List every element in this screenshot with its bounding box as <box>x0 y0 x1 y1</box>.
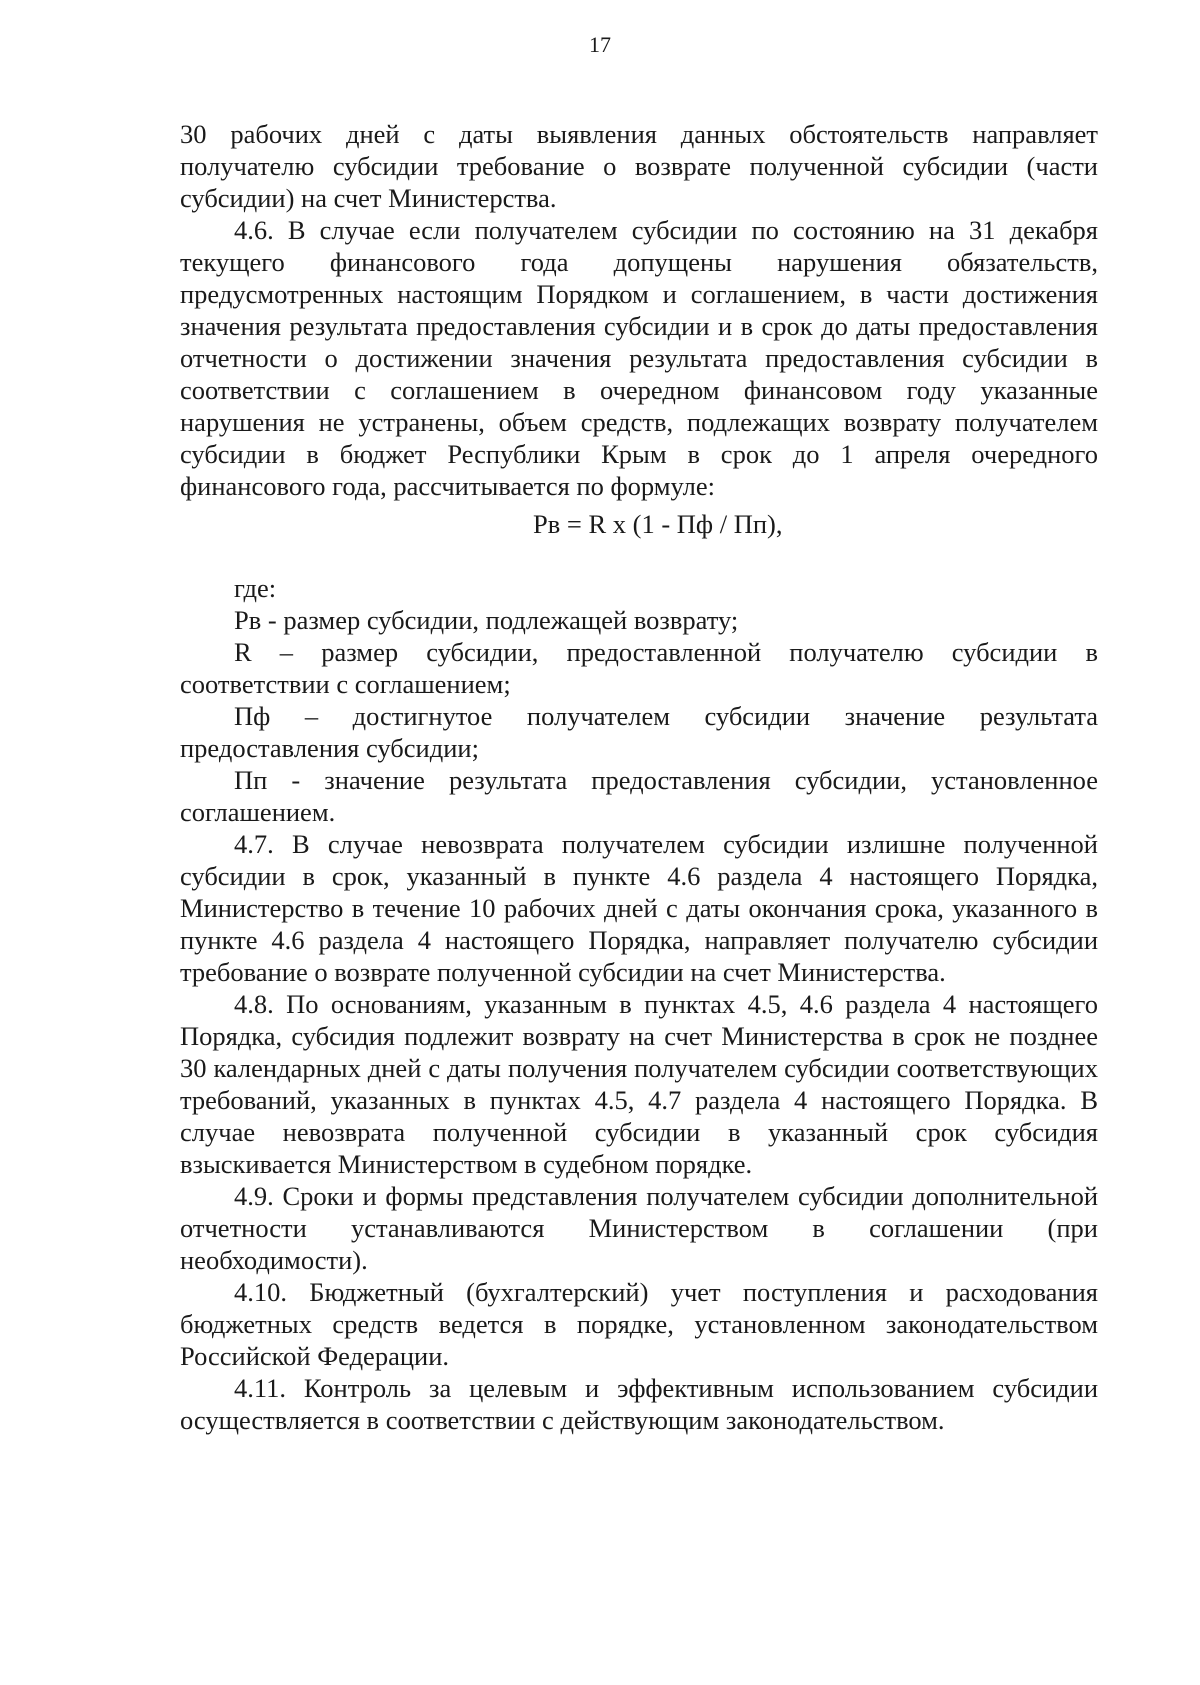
definition-r: R – размер субсидии, предоставленной получателю субсидии в соответствии с соглашением; <box>180 637 1098 699</box>
document-body <box>180 118 1098 1436</box>
paragraph-4-7: 4.7. В случае невозврата получателем субсидии излишне полученной субсидии в срок, указанный в пункте 4.6 раздела 4 настоящего Порядка, Министерство в течение 10 рабочих дней с даты окончания срока, указанного в пункте 4.6 раздела 4 настоящего Порядка, направляет получателю субсидии требование о возврате полученной субсидии на счет Министерства. <box>180 829 1098 987</box>
formula-where-label: где: <box>234 573 277 603</box>
paragraph-4-6: 4.6. В случае если получателем субсидии по состоянию на 31 декабря текущего финансового года допущены нарушения обязательств, предусмотренных настоящим Порядком и соглашением, в части достижения значения результата предоставления субсидии и в срок до даты предоставления отчетности о достижении значения результата предоставления субсидии в соответствии с соглашением в очередном финансовом году указанные нарушения не устранены, объем средств, подлежащих возврату получателем субсидии в бюджет Республики Крым в срок до 1 апреля очередного финансового года, рассчитывается по формуле: <box>180 215 1098 501</box>
paragraph-4-10: 4.10. Бюджетный (бухгалтерский) учет поступления и расходования бюджетных средств ведется в порядке, установленном законодательством Российской Федерации. <box>180 1277 1098 1371</box>
paragraph-4-9: 4.9. Сроки и формы представления получателем субсидии дополнительной отчетности устанавливаются Министерством в соглашении (при необходимости). <box>180 1181 1098 1275</box>
definition-rv: Рв - размер субсидии, подлежащей возврату; <box>234 605 739 635</box>
page-number: 17 <box>589 32 611 57</box>
refund-formula: Рв = R x (1 - Пф / Пп), <box>533 509 783 539</box>
paragraph-4-8: 4.8. По основаниям, указанным в пунктах 4.5, 4.6 раздела 4 настоящего Порядка, субсидия подлежит возврату на счет Министерства в срок не позднее 30 календарных дней с даты получения получателем субсидии соответствующих требований, указанных в пунктах 4.5, 4.7 раздела 4 настоящего Порядка. В случае невозврата полученной субсидии в указанный срок субсидия взыскивается Министерством в судебном порядке. <box>180 989 1098 1179</box>
definition-pf: Пф – достигнутое получателем субсидии значение результата предоставления субсидии; <box>180 701 1098 763</box>
definition-pp: Пп - значение результата предоставления субсидии, установленное соглашением. <box>180 765 1098 827</box>
paragraph-4-11: 4.11. Контроль за целевым и эффективным использованием субсидии осуществляется в соответствии с действующим законодательством. <box>180 1373 1098 1435</box>
paragraph-continuation: 30 рабочих дней с даты выявления данных обстоятельств направляет получателю субсидии требование о возврате полученной субсидии (части субсидии) на счет Министерства. <box>180 119 1098 213</box>
